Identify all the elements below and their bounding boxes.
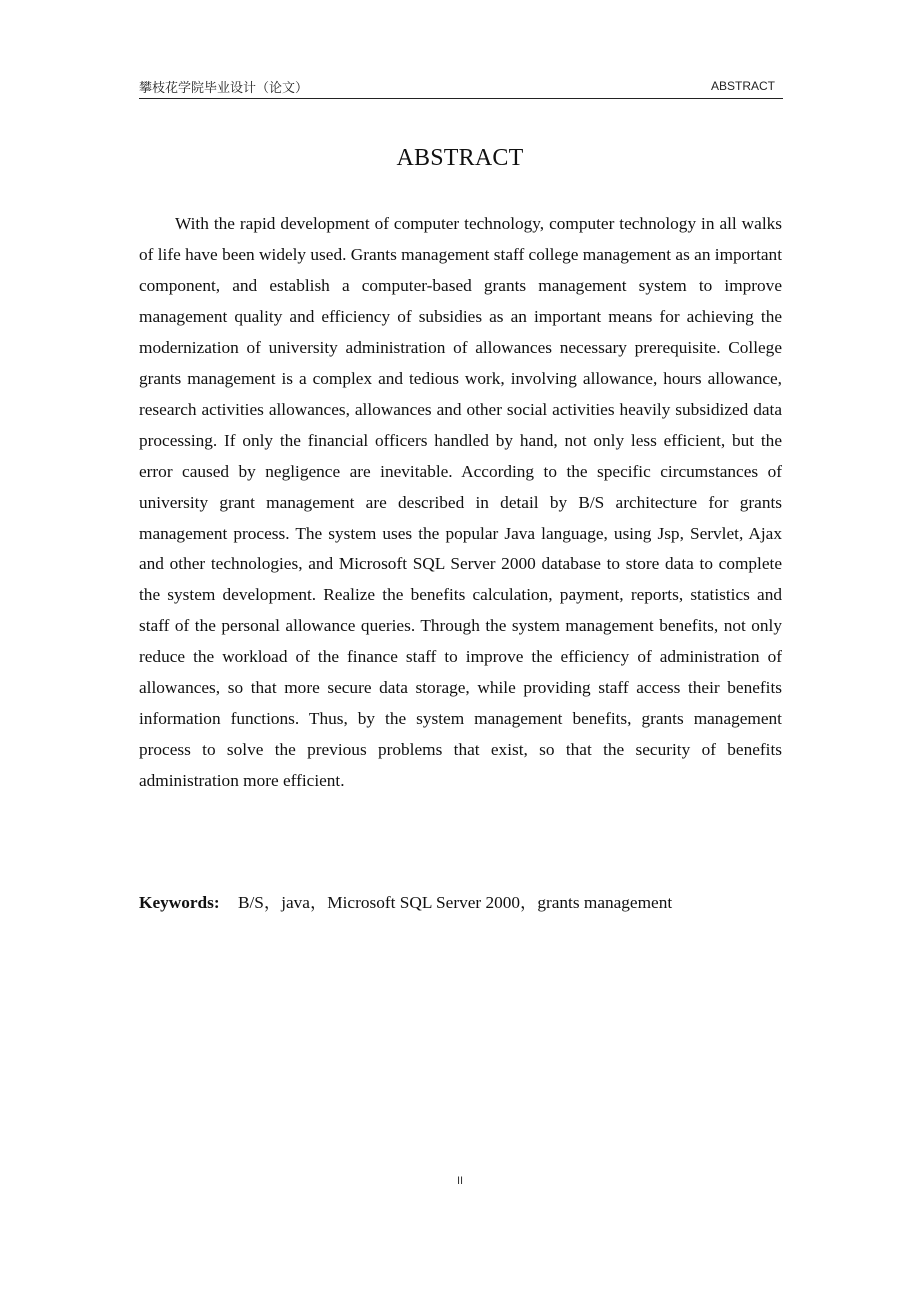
keywords-label: Keywords: [139, 893, 220, 912]
page-number: II [456, 1175, 464, 1187]
page-header [139, 76, 783, 99]
keywords-line [139, 888, 783, 918]
header-institution: 攀枝花学院毕业设计（论文） [139, 81, 309, 96]
abstract-title: ABSTRACT [396, 145, 524, 171]
keywords-value: B/S，java，Microsoft SQL Server 2000，grants management [237, 893, 673, 912]
abstract-body: With the rapid development of computer technology, computer technology in all walks of life have been widely used. Grants management staff college management as an important component, and establish a computer-based grants management system to improve management quality and efficiency of subsidies as an important means for achieving the modernization of university administration of allowances necessary prerequisite. College grants management is a complex and tedious work, involving allowance, hours allowance, research activities allowances, allowances and other social activities heavily subsidized data processing. If only the financial officers handled by hand, not only less efficient, but the error caused by negligence are inevitable. According to the specific circumstances of university grant management are described in detail by B/S architecture for grants management process. The system uses the popular Java language, using Jsp, Servlet, Ajax and other technologies, and Microsoft SQL Server 2000 database to store data to complete the system development. Realize the benefits calculation, payment, reports, statistics and staff of the personal allowance queries. Through the system management benefits, not only reduce the workload of the finance staff to improve the efficiency of administration of allowances, so that more secure data storage, while providing staff access their benefits information functions. Thus, by the system management benefits, grants management process to solve the previous problems that exist, so that the security of benefits administration more efficient. [139, 214, 782, 791]
header-section: ABSTRACT [710, 79, 775, 93]
